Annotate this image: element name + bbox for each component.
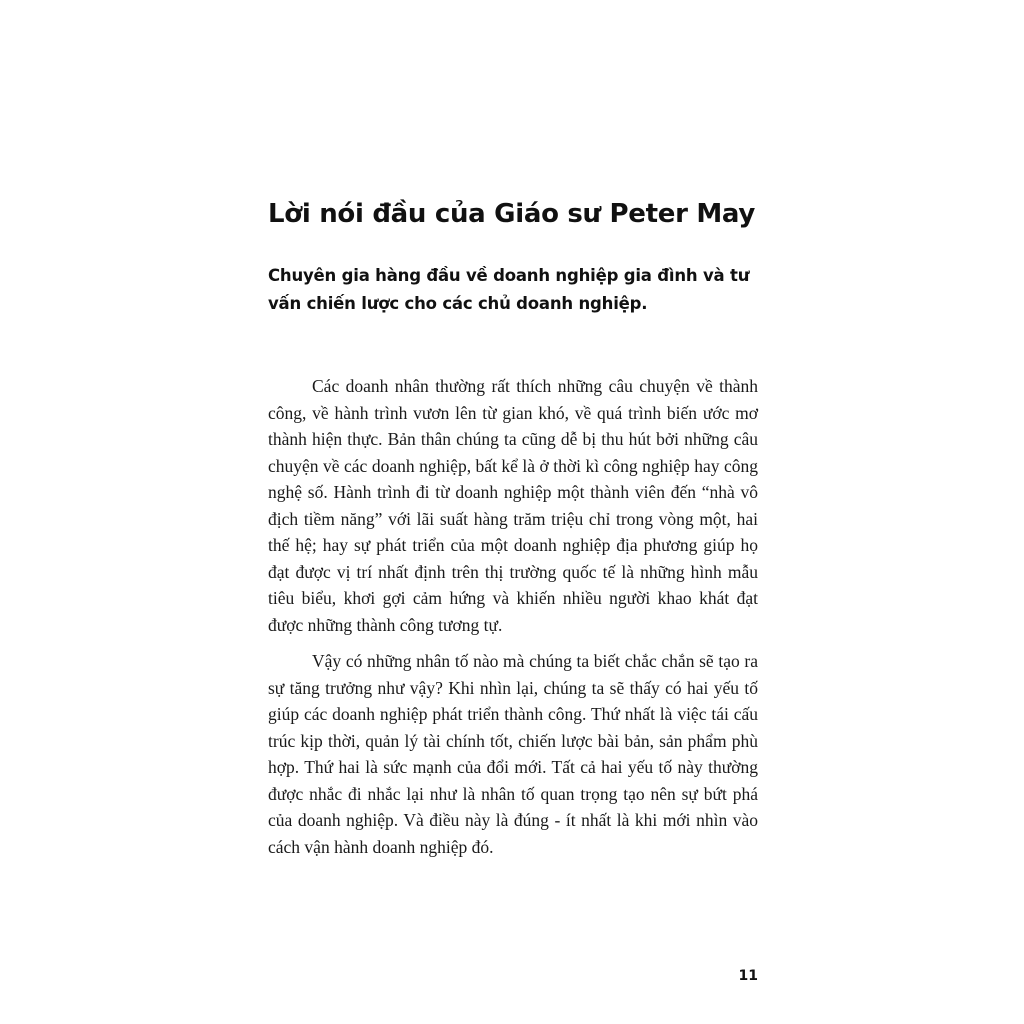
page-number: 11 [738,968,758,984]
chapter-title: Lời nói đầu của Giáo sư Peter May [268,199,756,229]
body-text [268,373,758,870]
paragraph-2: Vậy có những nhân tố nào mà chúng ta biết chắc chắn sẽ tạo ra sự tăng trưởng như vậy? Khi nhìn lại, chúng ta sẽ thấy có hai yếu tố giúp các doanh nghiệp phát triển thành công. Thứ nhất là việc tái cấu trúc kịp thời, quản lý tài chính tốt, chiến lược bài bản, sản phẩm phù hợp. Thứ hai là sức mạnh của đổi mới. Tất cả hai yếu tố này thường được nhắc đi nhắc lại như là nhân tố quan trọng tạo nên sự bứt phá của doanh nghiệp. Và điều này là đúng - ít nhất là khi mới nhìn vào cách vận hành doanh nghiệp đó. [268,651,758,857]
chapter-subtitle: Chuyên gia hàng đầu về doanh nghiệp gia đình và tư vấn chiến lược cho các chủ doanh nghiệp. [268,266,750,313]
paragraph-1: Các doanh nhân thường rất thích những câu chuyện về thành công, về hành trình vươn lên từ gian khó, về quá trình biến ước mơ thành hiện thực. Bản thân chúng ta cũng dễ bị thu hút bởi những câu chuyện về các doanh nghiệp, bất kể là ở thời kì công nghiệp hay công nghệ số. Hành trình đi từ doanh nghiệp một thành viên đến “nhà vô địch tiềm năng” với lãi suất hàng trăm triệu chỉ trong vòng một, hai thế hệ; hay sự phát triển của một doanh nghiệp địa phương giúp họ đạt được vị trí nhất định trên thị trường quốc tế là những hình mẫu tiêu biểu, khơi gợi cảm hứng và khiến nhiều người khao khát đạt được những thành công tương tự. [268,376,758,635]
